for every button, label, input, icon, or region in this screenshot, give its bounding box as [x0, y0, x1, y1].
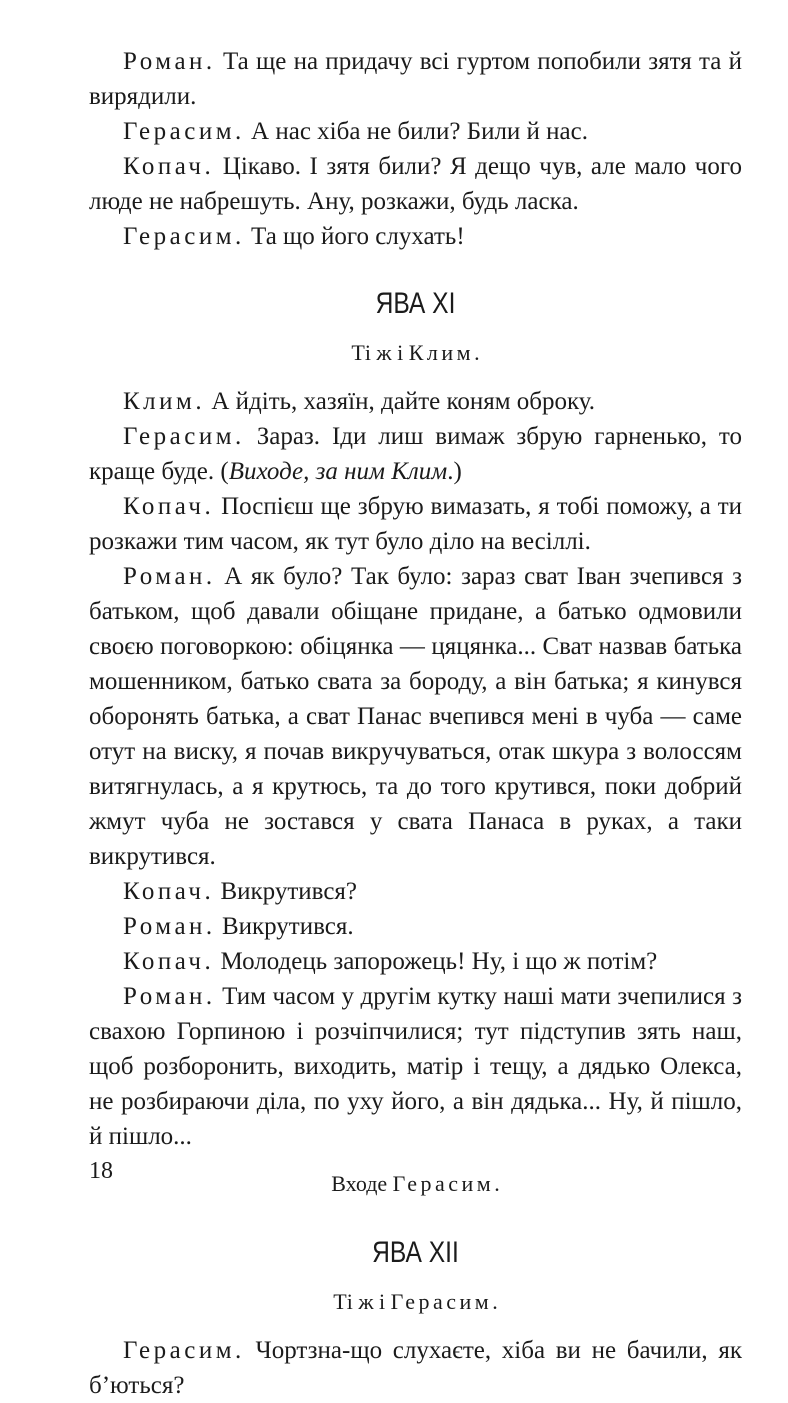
speech: Викрутився? [214, 878, 358, 905]
speaker: Герасим. [123, 223, 245, 250]
speech: Тим часом у другім кутку наші мати зчепилися з свахою Горпиною і розчіпчилися; тут підступив зять наш, щоб розборонить, виходить, матір і тещу, а дядько Олекса, не розбираючи діла, по уху його, а він дядька... Ну, й пішло, й пішло... [89, 983, 742, 1150]
direction-name: Герасим [392, 1171, 495, 1196]
paragraph [89, 1333, 742, 1403]
speaker: Роман. [123, 913, 216, 940]
paragraph [89, 419, 742, 489]
stage-direction [89, 1284, 742, 1319]
paragraph [89, 114, 742, 149]
direction-name: Герасим [390, 1289, 493, 1314]
speech: Та ще на придачу всі гуртом попобили зятя та й вирядили. [89, 48, 742, 110]
speech: Цікаво. І зятя били? Я дещо чув, але мало чого люде не набрешуть. Ану, розкажи, будь ласка. [89, 153, 742, 215]
speaker: Копач. [123, 948, 215, 975]
stage-direction-entry [89, 1166, 742, 1201]
stage-direction [89, 335, 742, 370]
paragraph [89, 489, 742, 559]
speech: Викрутився. [215, 913, 354, 940]
speech: Молодець запорожець! Ну, і що ж потім? [214, 948, 658, 975]
speaker: Копач. [123, 153, 215, 180]
paragraph [89, 219, 742, 254]
speaker: Клим. [123, 388, 206, 415]
speaker: Копач. [123, 878, 215, 905]
direction-text: Ті ж і [351, 340, 409, 365]
paragraph [89, 909, 742, 944]
stage-remark: Виходе, за ним Клим [228, 458, 448, 485]
paragraph [89, 944, 742, 979]
page-number: 18 [89, 1158, 113, 1184]
speaker: Герасим. [123, 423, 245, 450]
speech: Чортзна-що слухаєте, хіба ви не бачили, як б’ються? [89, 1337, 742, 1399]
direction-punct: . [494, 1171, 500, 1196]
direction-name: Клим [408, 340, 475, 365]
speech: А йдіть, хазяїн, дайте коням оброку. [205, 388, 596, 415]
speaker: Герасим. [123, 118, 245, 145]
paragraph [89, 384, 742, 419]
direction-punct: . [474, 340, 480, 365]
speech-tail: .) [447, 458, 462, 485]
speech: А нас хіба не били? Били й нас. [244, 118, 588, 145]
paragraph [89, 979, 742, 1154]
speech: А як було? Так було: зараз сват Іван зчепився з батьком, щоб давали обіщане придане, а батько одмовили своєю поговоркою: обіцянка — цяцянка... Сват назвав батька мошенником, батько свата за бороду, а він батька; я кинувся оборонять батька, а сват Панас вчепився мені в чуба — саме отут на виску, я почав викручуваться, отак шкура з волоссям витягнулась, а я крутюсь, та до того крутився, поки добрий жмут чуба не зостався у свата Панаса в руках, а таки викрутився. [89, 563, 742, 870]
paragraph [89, 559, 742, 874]
speech: Поспієш ще збрую вимазать, я тобі поможу, а ти розкажи тим часом, як тут було діло на весіллі. [89, 493, 742, 555]
direction-text: Входе [331, 1171, 393, 1196]
scene-heading: ЯВА XI [375, 287, 456, 320]
paragraph [89, 149, 742, 219]
speech: Та що його слухать! [244, 223, 465, 250]
speech: Зараз. Іди лиш вимаж збрую гарненько, то краще буде. ( [89, 423, 742, 485]
speaker: Роман. [123, 983, 216, 1010]
speaker: Копач. [123, 493, 215, 520]
page-body [89, 44, 742, 1403]
scene-heading: ЯВА XII [372, 1236, 459, 1269]
direction-punct: . [492, 1289, 498, 1314]
speaker: Роман. [123, 48, 216, 75]
direction-text: Ті ж і [333, 1289, 391, 1314]
speaker: Герасим. [123, 1337, 245, 1364]
paragraph [89, 44, 742, 114]
paragraph [89, 874, 742, 909]
speaker: Роман. [123, 563, 216, 590]
